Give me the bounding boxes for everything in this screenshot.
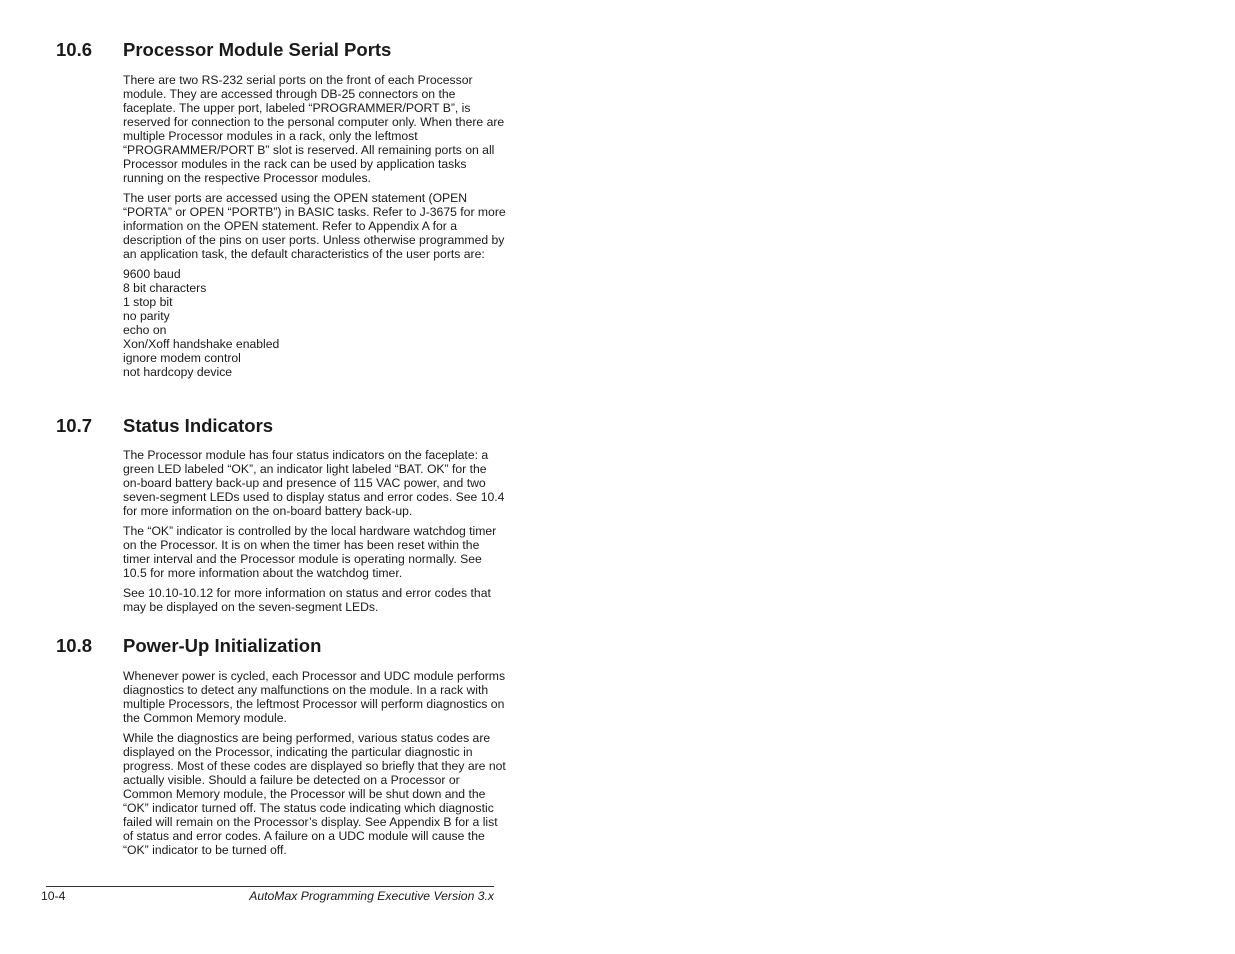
page-number: 10-4 xyxy=(41,889,66,903)
list-item: echo on xyxy=(123,323,167,337)
paragraph: Whenever power is cycled, each Processor and UDC module performs diagnostics to detect any malfunctions on the module. In a rack with multiple Processors, the leftmost Processor will perform diagnostics on the Common Memory module. xyxy=(123,669,506,725)
list-item: 9600 baud xyxy=(123,267,181,281)
section-body xyxy=(123,73,507,379)
paragraph: While the diagnostics are being performed, various status codes are displayed on the Processor, indicating the particular diagnostic in progress. Most of these codes are displayed so briefly that they are not actually visible. Should a failure be detected on a Processor or Common Memory module, the Processor will be shut down and the “OK” indicator turned off. The status code indicating which diagnostic failed will remain on the Processor’s display. See Appendix B for a list of status and error codes. A failure on a UDC module will cause the “OK” indicator to be turned off. xyxy=(123,731,506,857)
port-characteristics-list xyxy=(123,267,507,379)
section-heading xyxy=(56,39,391,61)
paragraph: The Processor module has four status indicators on the faceplate: a green LED labeled “OK”, an indicator light labeled “BAT. OK” for the on-board battery back-up and presence of 115 VAC power, and two seven-segment LEDs used to display status and error codes. See 10.4 for more information on the on-board battery back-up. xyxy=(123,448,505,518)
list-item: not hardcopy device xyxy=(123,365,233,379)
paragraph: The user ports are accessed using the OPEN statement (OPEN “PORTA” or OPEN “PORTB”) in BASIC tasks. Refer to J-3675 for more information on the OPEN statement. Refer to Appendix A for a description of the pins on user ports. Unless otherwise programmed by an application task, the default characteristics of the user ports are: xyxy=(123,191,506,261)
section-body xyxy=(123,669,507,863)
list-item: 8 bit characters xyxy=(123,281,207,295)
section-number: 10.6 xyxy=(56,39,93,60)
list-item: 1 stop bit xyxy=(123,295,173,309)
section-heading xyxy=(56,635,321,657)
section-body xyxy=(123,448,507,620)
section-number: 10.8 xyxy=(56,635,93,656)
footer-rule xyxy=(46,886,494,887)
section-number: 10.7 xyxy=(56,415,93,436)
section-heading xyxy=(56,415,273,437)
paragraph: The “OK” indicator is controlled by the local hardware watchdog timer on the Processor. It is on when the timer has been reset within the timer interval and the Processor module is operating normally. See 10.5 for more information about the watchdog timer. xyxy=(123,524,497,580)
paragraph: There are two RS-232 serial ports on the front of each Processor module. They are accessed through DB-25 connectors on the faceplate. The upper port, labeled “PROGRAMMER/PORT B”, is reserved for connection to the personal computer only. When there are multiple Processor modules in a rack, only the leftmost “PROGRAMMER/PORT B” slot is reserved. All remaining ports on all Processor modules in the rack can be used by application tasks running on the respective Processor modules. xyxy=(123,73,505,185)
list-item: Xon/Xoff handshake enabled xyxy=(123,337,280,351)
list-item: no parity xyxy=(123,309,170,323)
paragraph: See 10.10-10.12 for more information on status and error codes that may be displayed on the seven-segment LEDs. xyxy=(123,586,491,614)
section-title: Processor Module Serial Ports xyxy=(123,39,392,60)
document-title: AutoMax Programming Executive Version 3.x xyxy=(249,889,494,903)
section-title: Power-Up Initialization xyxy=(123,635,322,656)
section-title: Status Indicators xyxy=(123,415,274,436)
list-item: ignore modem control xyxy=(123,351,241,365)
